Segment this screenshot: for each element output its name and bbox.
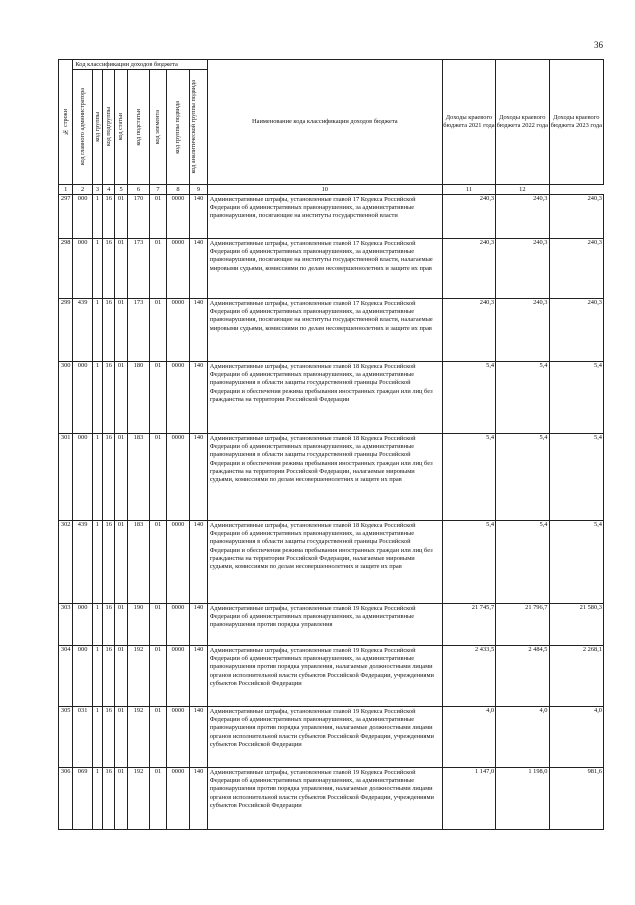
subtype-group-code-cell: 0000: [166, 239, 190, 299]
income-name-cell: Административные штрафы, установленные главой 17 Кодекса Российской Федерации об административных правонарушениях, за административные правонарушения, посягающие на институты государственной власти: [207, 195, 442, 239]
subarticle-code-cell: 192: [127, 768, 150, 830]
income-2023-cell: 4,0: [549, 707, 604, 768]
group-code-cell: 1: [92, 521, 102, 604]
income-2021-cell: 4,0: [442, 707, 495, 768]
subtype-group-code-cell: 0000: [166, 521, 190, 604]
subarticle-code-cell: 173: [127, 239, 150, 299]
group-code-cell: 1: [92, 299, 102, 362]
admin-code-cell: 000: [73, 434, 92, 521]
element-code-cell: 01: [150, 646, 166, 707]
admin-code-cell: 031: [73, 707, 92, 768]
analytic-group-code-cell: 140: [190, 299, 208, 362]
subtype-group-code-cell: 0000: [166, 604, 190, 646]
row-number-cell: 300: [59, 362, 73, 434]
group-code-cell: 1: [92, 239, 102, 299]
header-subgroup-code: код подгруппы: [103, 70, 115, 185]
header-income-2021: Доходы краевого бюджета 2021 года: [442, 60, 495, 185]
analytic-group-code-cell: 140: [190, 707, 208, 768]
income-2022-cell: 240,3: [496, 239, 549, 299]
income-2021-cell: 240,3: [442, 239, 495, 299]
subarticle-code-cell: 183: [127, 521, 150, 604]
group-code-cell: 1: [92, 195, 102, 239]
element-code-cell: 01: [150, 707, 166, 768]
header-element-code: код элемента: [150, 70, 166, 185]
column-number: 11: [442, 185, 495, 195]
income-2022-cell: 240,3: [496, 299, 549, 362]
subarticle-code-cell: 192: [127, 707, 150, 768]
subtype-group-code-cell: 0000: [166, 195, 190, 239]
table-row: [59, 768, 604, 830]
element-code-cell: 01: [150, 604, 166, 646]
row-number-cell: 302: [59, 521, 73, 604]
column-number: 12: [496, 185, 549, 195]
income-2021-cell: 240,3: [442, 195, 495, 239]
group-code-cell: 1: [92, 707, 102, 768]
subtype-group-code-cell: 0000: [166, 646, 190, 707]
income-2021-cell: 5,4: [442, 521, 495, 604]
table-row: [59, 434, 604, 521]
income-name-cell: Административные штрафы, установленные главой 19 Кодекса Российской Федерации об административных правонарушениях, за административные правонарушения против порядка управления: [207, 604, 442, 646]
article-code-cell: 01: [115, 604, 127, 646]
admin-code-cell: 439: [73, 299, 92, 362]
income-name-cell: Административные штрафы, установленные главой 17 Кодекса Российской Федерации об административных правонарушениях, за административные правонарушения, посягающие на институты государственной власти, налагаемые мировыми судьями, комиссиями по делам несовершеннолетних и защите их прав: [207, 299, 442, 362]
element-code-cell: 01: [150, 299, 166, 362]
analytic-group-code-cell: 140: [190, 195, 208, 239]
article-code-cell: 01: [115, 362, 127, 434]
element-code-cell: 01: [150, 434, 166, 521]
income-2022-cell: 1 198,0: [496, 768, 549, 830]
column-number: 1: [59, 185, 73, 195]
analytic-group-code-cell: 140: [190, 521, 208, 604]
table-row: [59, 362, 604, 434]
subtype-group-code-cell: 0000: [166, 707, 190, 768]
table-row: [59, 239, 604, 299]
page-number: 36: [594, 40, 603, 50]
header-analytic-group-code: код аналитической группы подвида: [190, 70, 208, 185]
subtype-group-code-cell: 0000: [166, 768, 190, 830]
column-number: 9: [190, 185, 208, 195]
element-code-cell: 01: [150, 195, 166, 239]
subarticle-code-cell: 192: [127, 646, 150, 707]
income-name-cell: Административные штрафы, установленные главой 17 Кодекса Российской Федерации об административных правонарушениях, за административные правонарушения, посягающие на институты государственной власти, налагаемые мировыми судьями, комиссиями по делам несовершеннолетних и защите их прав: [207, 239, 442, 299]
column-number: 2: [73, 185, 92, 195]
subgroup-code-cell: 16: [103, 239, 115, 299]
income-2022-cell: 240,3: [496, 195, 549, 239]
income-2021-cell: 21 745,7: [442, 604, 495, 646]
income-2022-cell: 5,4: [496, 362, 549, 434]
element-code-cell: 01: [150, 521, 166, 604]
admin-code-cell: 069: [73, 768, 92, 830]
column-number: 3: [92, 185, 102, 195]
subgroup-code-cell: 16: [103, 195, 115, 239]
income-2023-cell: 21 580,3: [549, 604, 604, 646]
income-2021-cell: 5,4: [442, 434, 495, 521]
header-article-code: код статьи: [115, 70, 127, 185]
article-code-cell: 01: [115, 299, 127, 362]
row-number-cell: 304: [59, 646, 73, 707]
subarticle-code-cell: 183: [127, 434, 150, 521]
column-number: 10: [207, 185, 442, 195]
income-2022-cell: 5,4: [496, 521, 549, 604]
subarticle-code-cell: 180: [127, 362, 150, 434]
table-row: [59, 604, 604, 646]
header-subarticle-code: код подстатьи: [127, 70, 150, 185]
table-header: [59, 60, 604, 195]
admin-code-cell: 000: [73, 239, 92, 299]
table-row: [59, 646, 604, 707]
header-code-group: Код классификации доходов бюджета: [73, 60, 207, 70]
group-code-cell: 1: [92, 646, 102, 707]
budget-income-table: [58, 59, 604, 830]
income-2021-cell: 240,3: [442, 299, 495, 362]
income-2023-cell: 240,3: [549, 299, 604, 362]
header-subtype-group-code: код группы подвида: [166, 70, 190, 185]
subgroup-code-cell: 16: [103, 299, 115, 362]
admin-code-cell: 000: [73, 604, 92, 646]
row-number-cell: 306: [59, 768, 73, 830]
income-name-cell: Административные штрафы, установленные главой 19 Кодекса Российской Федерации об административных правонарушениях, за административные правонарушения против порядка управления, налагаемые должностными лицами органов исполнительной власти субъектов Российской Федерации, учреждениями субъектов Российской Федерации: [207, 768, 442, 830]
column-number-row: [59, 185, 604, 195]
analytic-group-code-cell: 140: [190, 239, 208, 299]
row-number-cell: 301: [59, 434, 73, 521]
article-code-cell: 01: [115, 646, 127, 707]
row-number-cell: 297: [59, 195, 73, 239]
row-number-cell: 305: [59, 707, 73, 768]
article-code-cell: 01: [115, 768, 127, 830]
row-number-cell: 299: [59, 299, 73, 362]
column-number: 7: [150, 185, 166, 195]
analytic-group-code-cell: 140: [190, 434, 208, 521]
column-number: 6: [127, 185, 150, 195]
subgroup-code-cell: 16: [103, 521, 115, 604]
article-code-cell: 01: [115, 434, 127, 521]
admin-code-cell: 000: [73, 362, 92, 434]
group-code-cell: 1: [92, 434, 102, 521]
subtype-group-code-cell: 0000: [166, 299, 190, 362]
income-name-cell: Административные штрафы, установленные главой 18 Кодекса Российской Федерации об административных правонарушениях, за административные правонарушения в области защиты государственной границы Российской Федерации и обеспечения режима пребывания иностранных граждан или лиц без гражданства на территории Российской Федерации: [207, 362, 442, 434]
income-2023-cell: 2 268,1: [549, 646, 604, 707]
income-2021-cell: 5,4: [442, 362, 495, 434]
table-row: [59, 521, 604, 604]
analytic-group-code-cell: 140: [190, 604, 208, 646]
article-code-cell: 01: [115, 707, 127, 768]
subarticle-code-cell: 170: [127, 195, 150, 239]
income-2022-cell: 21 796,7: [496, 604, 549, 646]
header-row-no: № строки: [59, 60, 73, 185]
table-body: [59, 195, 604, 830]
income-name-cell: Административные штрафы, установленные главой 19 Кодекса Российской Федерации об административных правонарушениях, за административные правонарушения против порядка управления, налагаемые должностными лицами органов исполнительной власти субъектов Российской Федерации, учреждениями субъектов Российской Федерации: [207, 646, 442, 707]
row-number-cell: 298: [59, 239, 73, 299]
subgroup-code-cell: 16: [103, 434, 115, 521]
table-row: [59, 707, 604, 768]
column-number: 8: [166, 185, 190, 195]
subgroup-code-cell: 16: [103, 646, 115, 707]
income-2023-cell: 240,3: [549, 239, 604, 299]
header-admin-code: код главного администратора: [73, 70, 92, 185]
income-2022-cell: 2 484,5: [496, 646, 549, 707]
income-2021-cell: 1 147,0: [442, 768, 495, 830]
income-2023-cell: 240,3: [549, 195, 604, 239]
row-number-cell: 303: [59, 604, 73, 646]
group-code-cell: 1: [92, 768, 102, 830]
header-income-2022: Доходы краевого бюджета 2022 года: [496, 60, 549, 185]
subgroup-code-cell: 16: [103, 707, 115, 768]
admin-code-cell: 000: [73, 195, 92, 239]
header-name: Наименование кода классификации доходов бюджета: [207, 60, 442, 185]
income-2023-cell: 5,4: [549, 521, 604, 604]
income-name-cell: Административные штрафы, установленные главой 18 Кодекса Российской Федерации об административных правонарушениях, за административные правонарушения в области защиты государственной границы Российской Федерации и обеспечения режима пребывания иностранных граждан или лиц без гражданства на территории Российской Федерации, налагаемые мировыми судьями, комиссиями по делам несовершеннолетних и защите их прав: [207, 434, 442, 521]
income-2022-cell: 5,4: [496, 434, 549, 521]
column-number: 4: [103, 185, 115, 195]
income-2023-cell: 981,6: [549, 768, 604, 830]
table-row: [59, 195, 604, 239]
group-code-cell: 1: [92, 604, 102, 646]
subgroup-code-cell: 16: [103, 362, 115, 434]
subgroup-code-cell: 16: [103, 768, 115, 830]
element-code-cell: 01: [150, 768, 166, 830]
subarticle-code-cell: 173: [127, 299, 150, 362]
income-2021-cell: 2 433,5: [442, 646, 495, 707]
income-name-cell: Административные штрафы, установленные главой 18 Кодекса Российской Федерации об административных правонарушениях, за административные правонарушения в области защиты государственной границы Российской Федерации и обеспечения режима пребывания иностранных граждан или лиц без гражданства на территории Российской Федерации, налагаемые мировыми судьями, комиссиями по делам несовершеннолетних и защите их прав: [207, 521, 442, 604]
income-2023-cell: 5,4: [549, 362, 604, 434]
header-group-code: код группы: [92, 70, 102, 185]
article-code-cell: 01: [115, 239, 127, 299]
analytic-group-code-cell: 140: [190, 646, 208, 707]
group-code-cell: 1: [92, 362, 102, 434]
admin-code-cell: 439: [73, 521, 92, 604]
article-code-cell: 01: [115, 195, 127, 239]
income-name-cell: Административные штрафы, установленные главой 19 Кодекса Российской Федерации об административных правонарушениях, за административные правонарушения против порядка управления, налагаемые должностными лицами органов исполнительной власти субъектов Российской Федерации, учреждениями субъектов Российской Федерации: [207, 707, 442, 768]
table-row: [59, 299, 604, 362]
analytic-group-code-cell: 140: [190, 362, 208, 434]
header-income-2023: Доходы краевого бюджета 2023 года: [549, 60, 604, 185]
subgroup-code-cell: 16: [103, 604, 115, 646]
element-code-cell: 01: [150, 239, 166, 299]
subtype-group-code-cell: 0000: [166, 434, 190, 521]
analytic-group-code-cell: 140: [190, 768, 208, 830]
income-2022-cell: 4,0: [496, 707, 549, 768]
subtype-group-code-cell: 0000: [166, 362, 190, 434]
income-2023-cell: 5,4: [549, 434, 604, 521]
article-code-cell: 01: [115, 521, 127, 604]
subarticle-code-cell: 190: [127, 604, 150, 646]
element-code-cell: 01: [150, 362, 166, 434]
admin-code-cell: 000: [73, 646, 92, 707]
column-number: 5: [115, 185, 127, 195]
